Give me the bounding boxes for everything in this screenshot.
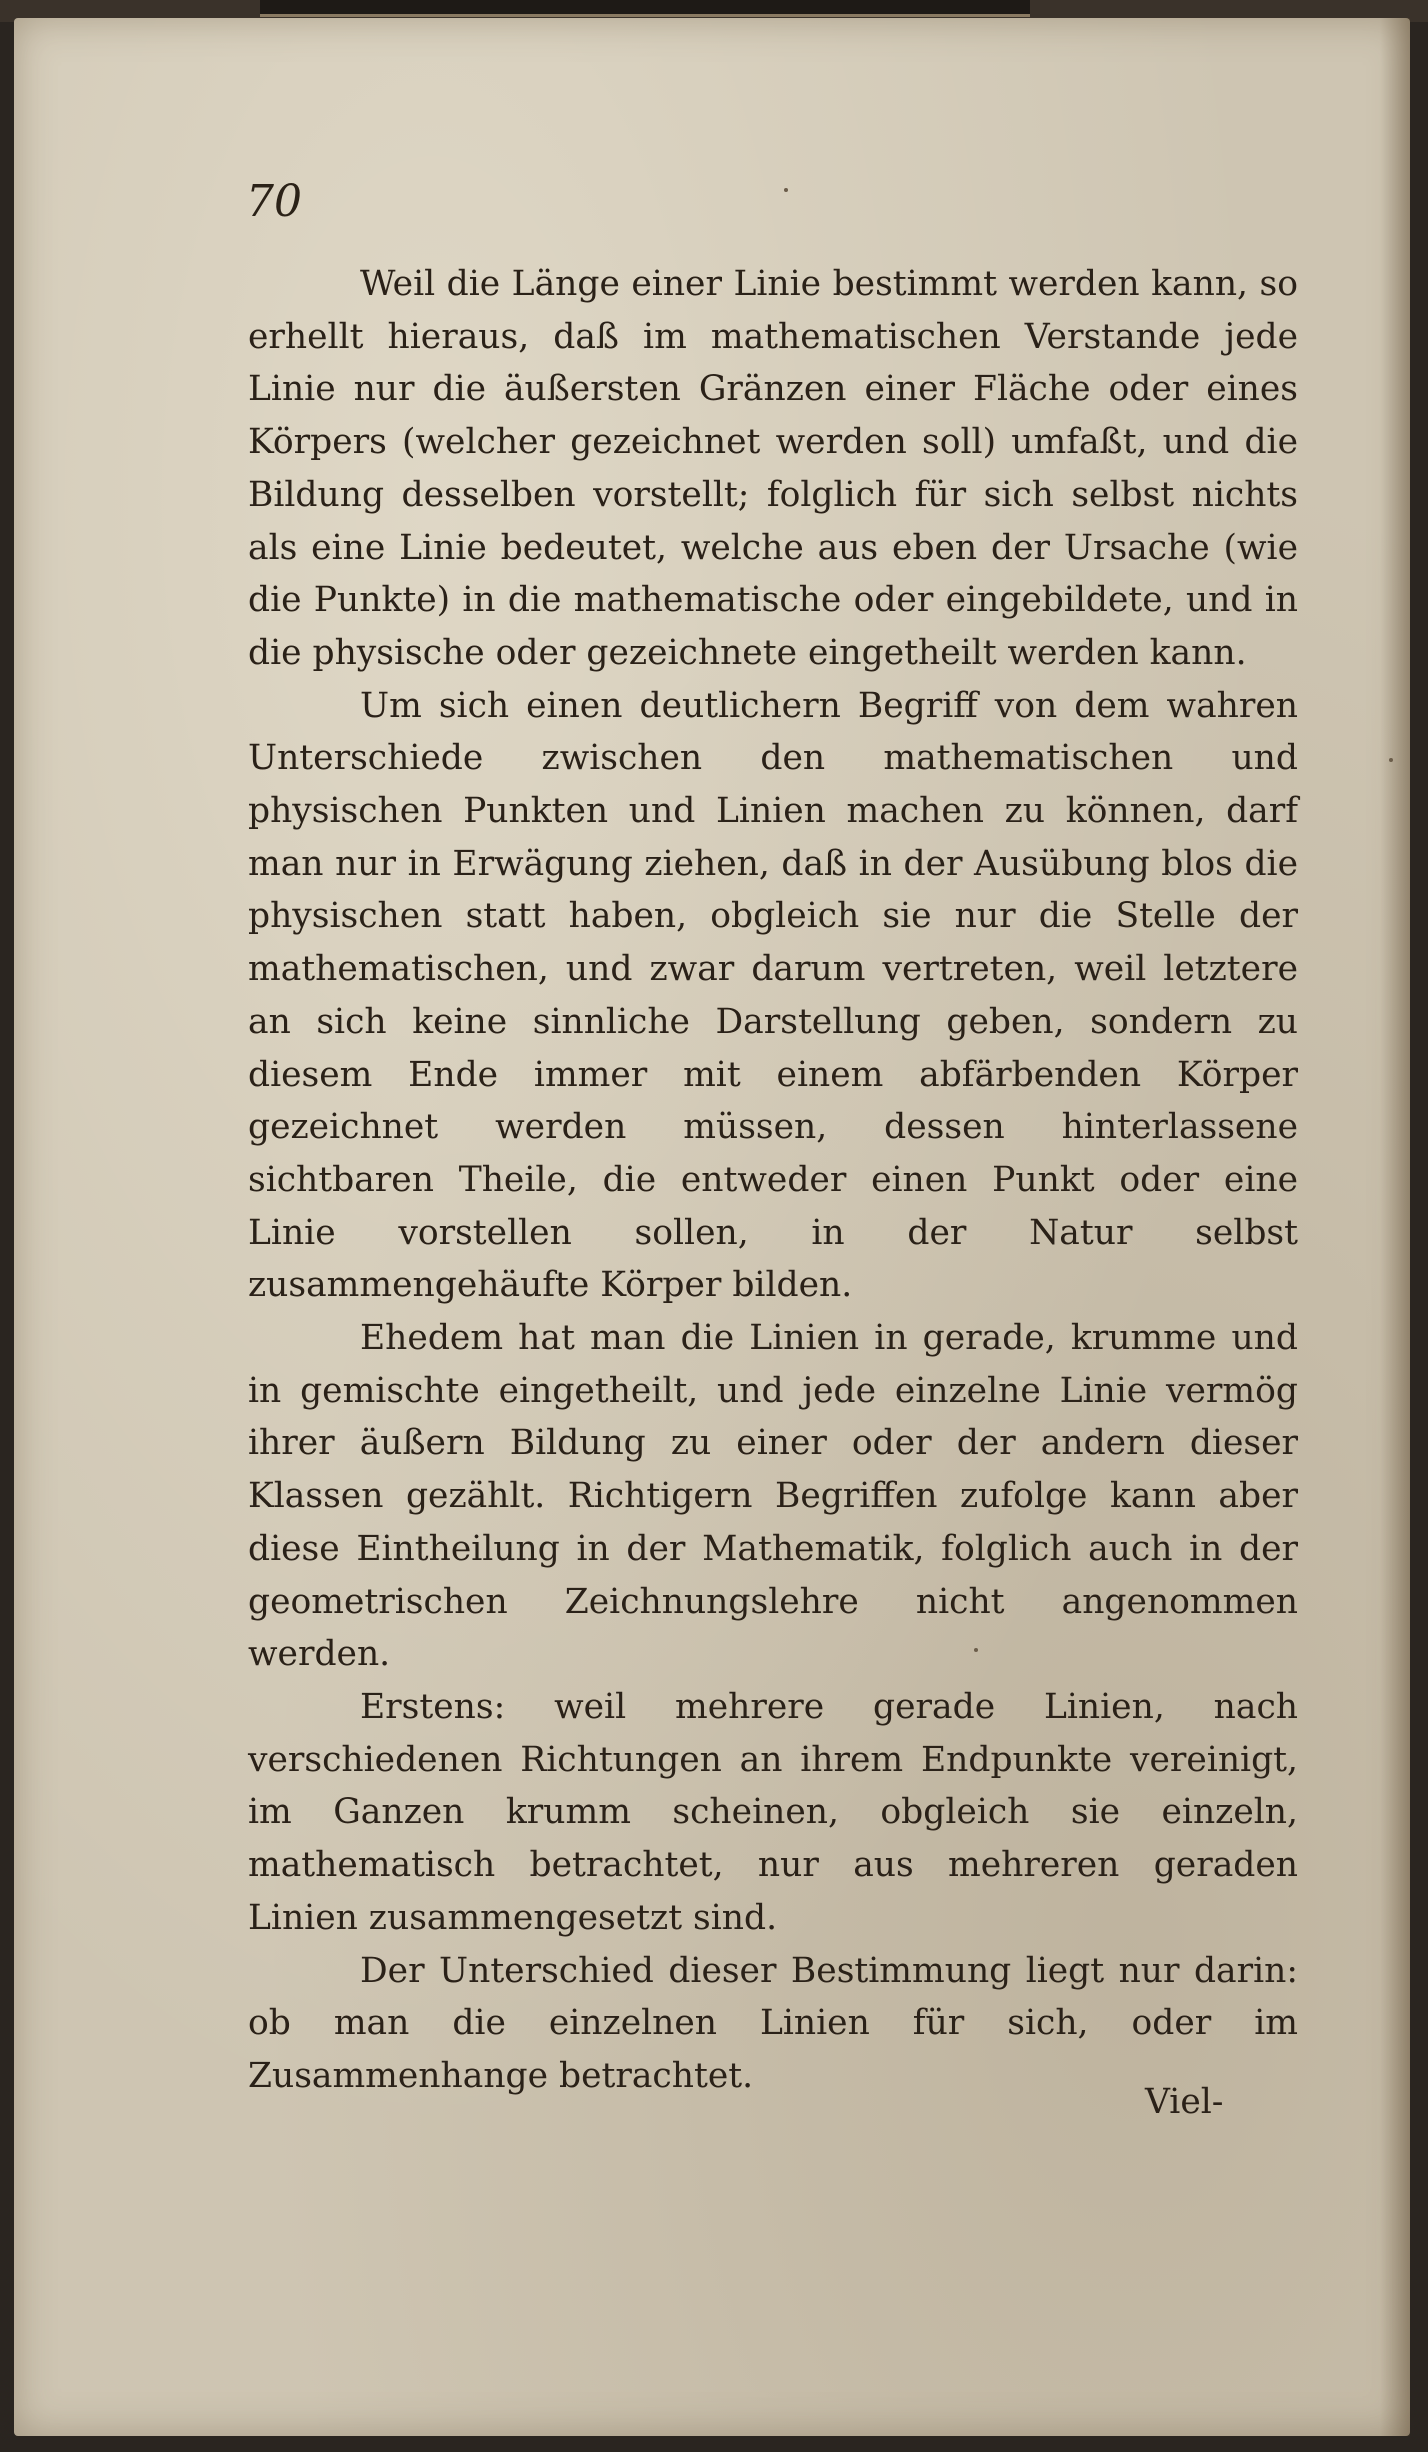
- paragraph: Erstens: weil mehrere gerade Linien, nach verschiedenen Richtungen an ihrem Endpunkte vereinigt, im Ganzen krumm scheinen, obgleich sie einzeln, mathematisch betrachtet, nur aus mehreren geraden Linien zusammengesetzt sind.: [248, 1686, 1298, 1938]
- binding-strip: [260, 0, 1030, 17]
- page-number: 70: [246, 176, 302, 227]
- paper-speck: [784, 188, 788, 192]
- paragraph: Um sich einen deutlichern Begriff von dem wahren Unterschiede zwischen den mathematischen und physischen Punkten und Linien machen zu können, darf man nur in Erwägung ziehen, daß in der Ausübung blos die physischen statt haben, obgleich sie nur die Stelle der mathematischen, und zwar darum vertreten, weil letztere an sich keine sinnliche Darstellung geben, sondern zu diesem Ende immer mit einem abfärbenden Körper gezeichnet werden müssen, dessen hinterlassene sichtbaren Theile, die entweder einen Punkt oder eine Linie vorstellen sollen, in der Natur selbst zusammengehäufte Körper bilden.: [248, 685, 1298, 1306]
- paragraph: Weil die Länge einer Linie bestimmt werden kann, so erhellt hieraus, daß im mathematischen Verstande jede Linie nur die äußersten Gränzen einer Fläche oder eines Körpers (welcher gezeichnet werden soll) umfaßt, und die Bildung desselben vorstellt; folglich für sich selbst nichts als eine Linie bedeutet, welche aus eben der Ursache (wie die Punkte) in die mathematische oder eingebildete, und in die physische oder gezeichnete eingetheilt werden kann.: [248, 264, 1298, 673]
- paragraph: Der Unterschied dieser Bestimmung liegt nur darin: ob man die einzelnen Linien für sich, oder im Zusammenhange betrachtet.: [248, 1950, 1298, 2096]
- page-edge-shadow: [1380, 18, 1410, 2436]
- body-text: [248, 258, 1298, 2103]
- paragraph: Ehedem hat man die Linien in gerade, krumme und in gemischte eingetheilt, und jede einzelne Linie vermög ihrer äußern Bildung zu einer oder der andern dieser Klassen gezählt. Richtigern Begriffen zufolge kann aber diese Eintheilung in der Mathematik, folglich auch in der geometrischen Zeichnungslehre nicht angenommen werden.: [248, 1318, 1298, 1675]
- paper-speck: [1389, 758, 1393, 762]
- catchword: Viel-: [1145, 2082, 1224, 2122]
